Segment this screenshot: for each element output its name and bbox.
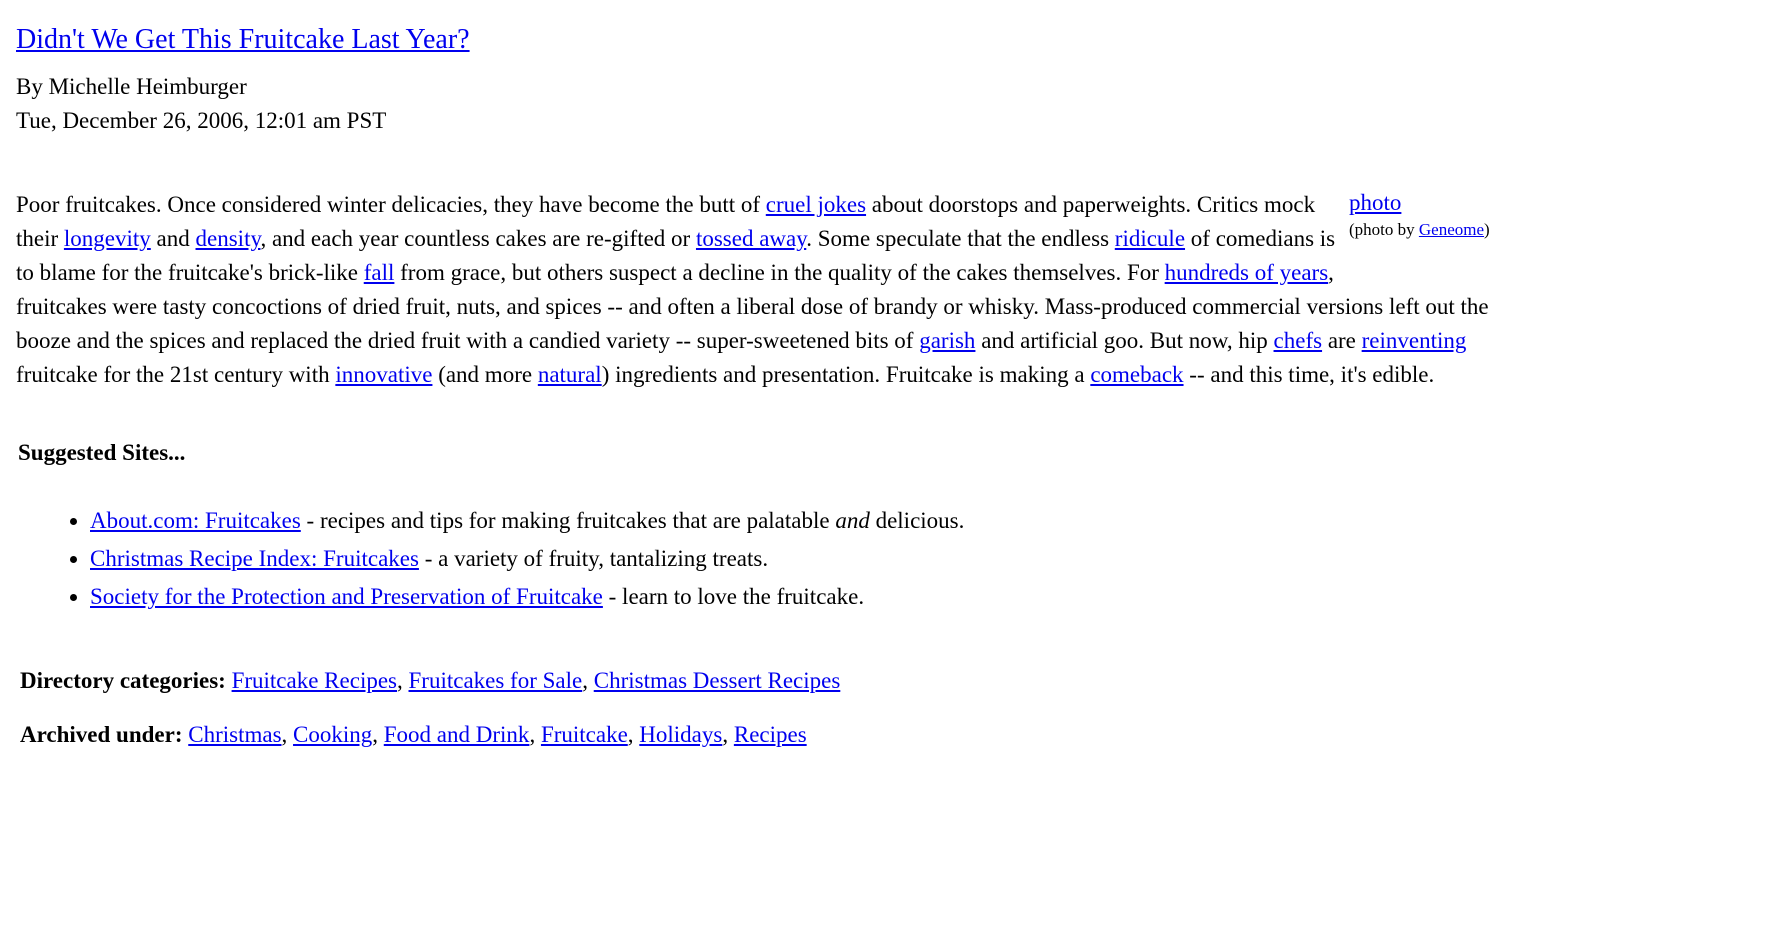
inline-link[interactable]: longevity bbox=[63, 226, 151, 251]
inline-link[interactable]: density bbox=[195, 226, 261, 251]
article-body bbox=[16, 188, 1547, 392]
inline-link[interactable]: fall bbox=[363, 260, 395, 285]
inline-link[interactable]: innovative bbox=[335, 362, 433, 387]
text-run: about doorstops and paperweights. Critics mock their bbox=[16, 192, 1316, 251]
post-date: Tue, December 26, 2006, 12:01 am PST bbox=[16, 108, 387, 133]
photo-box bbox=[1349, 188, 1547, 280]
category-link[interactable]: Christmas bbox=[188, 722, 282, 747]
photo-link[interactable]: photo bbox=[1349, 190, 1402, 215]
text-run: (and more bbox=[432, 362, 538, 387]
photo-credit-suffix: ) bbox=[1484, 220, 1490, 239]
archived-under-links: Christmas, Cooking, Food and Drink, Fruitcake, Holidays, Recipes bbox=[188, 722, 807, 747]
suggested-sites-heading: Suggested Sites... bbox=[18, 440, 186, 465]
inline-link[interactable]: comeback bbox=[1090, 362, 1184, 387]
category-link[interactable]: Cooking bbox=[293, 722, 373, 747]
directory-categories-links: Fruitcake Recipes, Fruitcakes for Sale, Christmas Dessert Recipes bbox=[231, 668, 841, 693]
category-link[interactable]: Holidays bbox=[639, 722, 723, 747]
directory-categories-label: Directory categories: bbox=[20, 668, 226, 693]
inline-link[interactable]: Christmas Recipe Index: Fruitcakes bbox=[90, 546, 419, 571]
text-run: fruitcake for the 21st century with bbox=[16, 362, 336, 387]
text-run: and bbox=[150, 226, 196, 251]
text-run: - a variety of fruity, tantalizing treats. bbox=[418, 546, 769, 571]
category-link[interactable]: Food and Drink bbox=[383, 722, 530, 747]
suggested-site-item bbox=[90, 580, 1547, 614]
inline-link[interactable]: garish bbox=[919, 328, 976, 353]
text-run: from grace, but others suspect a decline in the quality of the cakes themselves. For bbox=[394, 260, 1165, 285]
photo-credit-link[interactable]: Geneome bbox=[1418, 220, 1485, 239]
category-link[interactable]: Fruitcake Recipes bbox=[231, 668, 397, 693]
suggested-site-item bbox=[90, 542, 1547, 576]
photo-credit-prefix: (photo by bbox=[1349, 220, 1419, 239]
suggested-sites-list bbox=[16, 504, 1547, 614]
text-run: , and each year countless cakes are re-gifted or bbox=[260, 226, 696, 251]
category-link[interactable]: Fruitcake bbox=[540, 722, 628, 747]
inline-link[interactable]: chefs bbox=[1273, 328, 1323, 353]
inline-link[interactable]: tossed away bbox=[695, 226, 807, 251]
text-run: -- and this time, it's edible. bbox=[1183, 362, 1435, 387]
text-run: of comedians is to blame for the fruitcake's brick-like bbox=[16, 226, 1336, 285]
text-run: - recipes and tips for making fruitcakes that are palatable bbox=[300, 508, 836, 533]
article-paragraph bbox=[16, 188, 1547, 392]
category-link[interactable]: Christmas Dessert Recipes bbox=[593, 668, 841, 693]
text-run: - learn to love the fruitcake. bbox=[602, 584, 865, 609]
byline: By Michelle Heimburger bbox=[16, 74, 247, 99]
directory-categories-row bbox=[20, 664, 1547, 698]
inline-link[interactable]: About.com: Fruitcakes bbox=[90, 508, 301, 533]
text-run: delicious. bbox=[869, 508, 965, 533]
archived-under-label: Archived under: bbox=[20, 722, 183, 747]
inline-link[interactable]: ridicule bbox=[1114, 226, 1186, 251]
category-link[interactable]: Recipes bbox=[733, 722, 807, 747]
text-run: . Some speculate that the endless bbox=[806, 226, 1115, 251]
text-run: , fruitcakes were tasty concoctions of dried fruit, nuts, and spices -- and often a liberal dose of brandy or whisky. Mass-produced commercial versions left out the booze and the spices and replaced the dried fruit with a candied variety -- super-sweetened bits of bbox=[16, 260, 1489, 353]
inline-link[interactable]: natural bbox=[537, 362, 602, 387]
inline-link[interactable]: Society for the Protection and Preservation of Fruitcake bbox=[90, 584, 603, 609]
text-run: are bbox=[1322, 328, 1362, 353]
text-run: ) ingredients and presentation. Fruitcake is making a bbox=[601, 362, 1091, 387]
inline-link[interactable]: cruel jokes bbox=[765, 192, 867, 217]
byline-block bbox=[16, 70, 1547, 138]
text-run: Poor fruitcakes. Once considered winter delicacies, they have become the butt of bbox=[16, 192, 766, 217]
article-title-link[interactable]: Didn't We Get This Fruitcake Last Year? bbox=[16, 24, 470, 55]
suggested-site-item bbox=[90, 504, 1547, 538]
italic-text: and bbox=[835, 508, 870, 533]
archived-under-row bbox=[20, 718, 1547, 752]
photo-credit bbox=[1349, 218, 1547, 242]
inline-link[interactable]: reinventing bbox=[1361, 328, 1467, 353]
text-run: and artificial goo. But now, hip bbox=[975, 328, 1274, 353]
category-link[interactable]: Fruitcakes for Sale bbox=[408, 668, 583, 693]
inline-link[interactable]: hundreds of years bbox=[1164, 260, 1329, 285]
